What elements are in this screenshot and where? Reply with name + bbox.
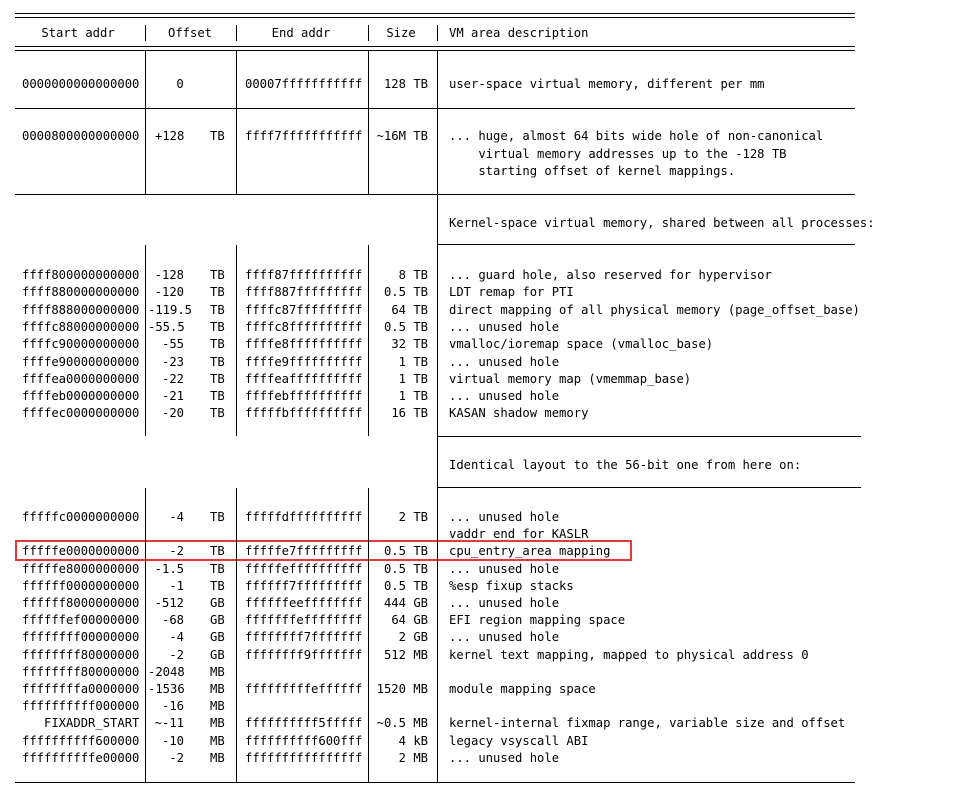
header-separator bbox=[437, 25, 438, 41]
start-addr: ffffff0000000000 bbox=[22, 578, 140, 593]
offset-value: -128 bbox=[154, 268, 184, 282]
area-desc: vmalloc/ioremap space (vmalloc_base) bbox=[449, 337, 714, 352]
bottom-rule bbox=[15, 782, 855, 783]
offset-value: -1.5 bbox=[154, 561, 184, 576]
area-desc: ... unused hole bbox=[449, 389, 560, 404]
start-addr: fffffc0000000000 bbox=[22, 510, 140, 524]
hole-desc: virtual memory addresses up to the -128 TB bbox=[449, 147, 787, 161]
offset-unit: TB bbox=[210, 371, 225, 386]
end-addr: ffffe8ffffffffff bbox=[245, 337, 363, 352]
offset-unit: GB bbox=[210, 613, 225, 628]
column-separator bbox=[368, 488, 369, 782]
header-separator bbox=[368, 25, 369, 41]
column-separator bbox=[236, 488, 237, 782]
header-end: End addr bbox=[271, 26, 331, 40]
size-value: 512 MB bbox=[383, 647, 428, 662]
offset-unit: MB bbox=[210, 682, 225, 696]
header-desc: VM area description bbox=[449, 26, 589, 40]
size-value: 16 TB bbox=[391, 406, 428, 421]
start-addr: ffffff8000000000 bbox=[22, 596, 140, 610]
offset-unit: TB bbox=[210, 337, 225, 352]
end-addr: ffffe9ffffffffff bbox=[245, 354, 363, 369]
offset-unit: GB bbox=[210, 647, 225, 662]
user-offset: 0 bbox=[176, 77, 184, 91]
offset-value: -119.5 bbox=[148, 302, 193, 317]
end-addr: fffffffeffffffff bbox=[245, 613, 363, 628]
row-rule bbox=[15, 108, 855, 109]
hole-start: 0000800000000000 bbox=[22, 129, 140, 143]
offset-value: -55.5 bbox=[148, 319, 185, 334]
size-value: 1520 MB bbox=[376, 682, 428, 696]
end-addr: ffffebffffffffff bbox=[245, 389, 363, 404]
column-separator bbox=[236, 109, 237, 194]
start-addr: ffffffffffe00000 bbox=[22, 750, 140, 765]
offset-value: -10 bbox=[161, 733, 184, 748]
offset-value: ~-11 bbox=[154, 716, 184, 731]
offset-unit: MB bbox=[210, 716, 225, 731]
hole-size: ~16M TB bbox=[376, 129, 428, 143]
size-value: 8 TB bbox=[398, 268, 428, 282]
size-value bbox=[372, 664, 428, 681]
kernel-heading: Kernel-space virtual memory, shared between all processes: bbox=[449, 216, 875, 230]
area-desc: ... unused hole bbox=[449, 319, 560, 334]
offset-unit: TB bbox=[210, 544, 225, 559]
end-addr: ffff887fffffffff bbox=[245, 285, 363, 300]
column-separator bbox=[236, 245, 237, 436]
hole-desc: ... huge, almost 64 bits wide hole of non-canonical bbox=[449, 129, 824, 143]
end-addr: fffffeffffffffff bbox=[245, 561, 363, 576]
end-addr: ffffffff7fffffff bbox=[245, 630, 363, 645]
start-addr: ffffc88000000000 bbox=[22, 319, 140, 334]
top-rule bbox=[15, 13, 855, 14]
offset-value: -2 bbox=[169, 544, 184, 559]
offset-value: -21 bbox=[161, 389, 184, 404]
end-addr: ffffeaffffffffff bbox=[245, 371, 363, 386]
size-value: 1 TB bbox=[398, 371, 428, 386]
offset-value: -4 bbox=[169, 510, 184, 524]
header-rule bbox=[15, 46, 855, 47]
size-value: 2 MB bbox=[398, 750, 428, 765]
start-addr: ffffffff80000000 bbox=[22, 647, 140, 662]
header-rule bbox=[15, 50, 855, 51]
user-size: 128 TB bbox=[383, 77, 428, 91]
offset-value: -1 bbox=[169, 578, 184, 593]
top-rule bbox=[15, 17, 855, 18]
area-desc: direct mapping of all physical memory (page_offset_base) bbox=[449, 302, 860, 317]
heading-separator bbox=[437, 195, 438, 245]
area-desc: ... unused hole bbox=[449, 354, 560, 369]
size-value: 0.5 TB bbox=[383, 578, 428, 593]
end-addr: fffffdffffffffff bbox=[245, 510, 363, 524]
area-desc: ... unused hole bbox=[449, 596, 560, 610]
offset-value: -2 bbox=[169, 647, 184, 662]
offset-unit: TB bbox=[210, 268, 225, 282]
start-addr: ffff880000000000 bbox=[22, 285, 140, 300]
start-addr: ffffffffa0000000 bbox=[22, 682, 140, 696]
highlight-box bbox=[15, 540, 632, 561]
offset-value: -68 bbox=[161, 613, 184, 628]
header-offset: Offset bbox=[167, 26, 213, 40]
start-addr: ffffffff80000000 bbox=[22, 664, 140, 679]
area-desc: ... unused hole bbox=[449, 561, 560, 576]
end-addr: ffffffeeffffffff bbox=[245, 596, 363, 610]
start-addr: ffffe90000000000 bbox=[22, 354, 140, 369]
identical-heading: Identical layout to the 56-bit one from here on: bbox=[449, 458, 802, 472]
size-value: ~0.5 MB bbox=[376, 716, 428, 731]
section-rule bbox=[437, 436, 861, 437]
hole-offset-unit: TB bbox=[210, 129, 225, 143]
start-addr: ffff800000000000 bbox=[22, 268, 140, 282]
column-separator bbox=[236, 51, 237, 108]
size-value: 1 TB bbox=[398, 389, 428, 404]
hole-desc: starting offset of kernel mappings. bbox=[449, 164, 736, 178]
size-value: 64 GB bbox=[391, 613, 428, 628]
size-value bbox=[372, 698, 428, 715]
column-separator bbox=[368, 245, 369, 436]
column-separator bbox=[145, 488, 146, 782]
column-separator bbox=[145, 51, 146, 108]
start-addr: ffffc90000000000 bbox=[22, 337, 140, 352]
offset-value: -2 bbox=[169, 750, 184, 765]
end-addr: ffffc87fffffffff bbox=[245, 302, 363, 317]
area-desc: KASAN shadow memory bbox=[449, 406, 589, 421]
end-addr: ffffffffff5fffff bbox=[245, 716, 363, 731]
end-addr: fffffffffeffffff bbox=[245, 682, 363, 696]
start-addr: fffffe0000000000 bbox=[22, 544, 140, 559]
area-desc: EFI region mapping space bbox=[449, 613, 626, 628]
end-addr: ffff87ffffffffff bbox=[245, 268, 363, 282]
size-value: 2 GB bbox=[398, 630, 428, 645]
start-addr: FIXADDR_START bbox=[22, 716, 140, 731]
area-desc: kernel text mapping, mapped to physical address 0 bbox=[449, 647, 809, 662]
header-separator bbox=[145, 25, 146, 41]
area-desc: legacy vsyscall ABI bbox=[449, 733, 589, 748]
offset-unit: TB bbox=[210, 285, 225, 300]
offset-unit: MB bbox=[210, 664, 225, 679]
start-addr: fffffe8000000000 bbox=[22, 561, 140, 576]
area-desc: LDT remap for PTI bbox=[449, 285, 574, 300]
end-addr: ffffffff9fffffff bbox=[245, 647, 363, 662]
offset-value: -20 bbox=[161, 406, 184, 421]
offset-unit: MB bbox=[210, 750, 225, 765]
section-rule bbox=[437, 487, 861, 488]
start-addr: ffffffffff600000 bbox=[22, 733, 140, 748]
area-desc: vaddr_end for KASLR bbox=[449, 527, 589, 542]
header-size: Size bbox=[386, 26, 416, 40]
column-separator bbox=[437, 488, 438, 782]
heading-separator bbox=[437, 437, 438, 487]
column-separator bbox=[437, 109, 438, 194]
offset-unit: TB bbox=[210, 319, 225, 334]
size-value: 0.5 TB bbox=[383, 285, 428, 300]
size-value: 0.5 TB bbox=[383, 319, 428, 334]
column-separator bbox=[145, 109, 146, 194]
end-addr: fffffe7fffffffff bbox=[245, 544, 363, 559]
area-desc: %esp fixup stacks bbox=[449, 578, 574, 593]
row-rule bbox=[15, 194, 855, 195]
offset-value: -4 bbox=[169, 630, 184, 645]
start-addr: ffffeb0000000000 bbox=[22, 389, 140, 404]
column-separator bbox=[437, 245, 438, 436]
end-addr: ffffff7fffffffff bbox=[245, 578, 363, 593]
area-desc: kernel-internal fixmap range, variable size and offset bbox=[449, 716, 846, 731]
header-start: Start addr bbox=[41, 26, 115, 40]
size-value: 444 GB bbox=[383, 596, 428, 610]
size-value: 1 TB bbox=[398, 354, 428, 369]
user-end: 00007fffffffffff bbox=[245, 77, 363, 91]
size-value: 0.5 TB bbox=[383, 561, 428, 576]
size-value: 0.5 TB bbox=[383, 544, 428, 559]
size-value: 64 TB bbox=[391, 302, 428, 317]
column-separator bbox=[437, 51, 438, 108]
offset-value: -23 bbox=[161, 354, 184, 369]
hole-offset: +128 bbox=[155, 129, 185, 143]
offset-value: -120 bbox=[154, 285, 184, 300]
column-separator bbox=[368, 51, 369, 108]
start-addr: ffffffef00000000 bbox=[22, 613, 140, 628]
size-value: 4 kB bbox=[398, 733, 428, 748]
area-desc: module mapping space bbox=[449, 682, 596, 696]
end-addr: ffffc8ffffffffff bbox=[245, 319, 363, 334]
offset-unit: MB bbox=[210, 733, 225, 748]
start-addr: ffffea0000000000 bbox=[22, 371, 140, 386]
area-desc: ... guard hole, also reserved for hypervisor bbox=[449, 268, 772, 282]
size-value: 32 TB bbox=[391, 337, 428, 352]
start-addr: ffff888000000000 bbox=[22, 302, 140, 317]
hole-end: ffff7fffffffffff bbox=[245, 129, 363, 143]
offset-value: -22 bbox=[161, 371, 184, 386]
offset-unit: TB bbox=[210, 561, 225, 576]
offset-unit: GB bbox=[210, 596, 225, 610]
offset-unit: TB bbox=[210, 302, 225, 317]
offset-value: -55 bbox=[161, 337, 184, 352]
offset-unit: TB bbox=[210, 510, 225, 524]
end-addr: ffffffffff600fff bbox=[245, 733, 363, 748]
offset-unit: GB bbox=[210, 630, 225, 645]
header-separator bbox=[236, 25, 237, 41]
offset-value: -16 bbox=[161, 699, 184, 714]
start-addr: ffffffff00000000 bbox=[22, 630, 140, 645]
offset-value: -512 bbox=[154, 596, 184, 610]
area-desc: ... unused hole bbox=[449, 510, 560, 524]
size-value: 2 TB bbox=[398, 510, 428, 524]
area-desc: cpu_entry_area mapping bbox=[449, 544, 611, 559]
area-desc: ... unused hole bbox=[449, 630, 560, 645]
offset-unit: TB bbox=[210, 406, 225, 421]
area-desc: virtual memory map (vmemmap_base) bbox=[449, 371, 692, 386]
end-addr: ffffffffffffffff bbox=[245, 750, 363, 765]
start-addr: ffffec0000000000 bbox=[22, 406, 140, 421]
offset-value: -2048 bbox=[148, 664, 185, 679]
start-addr: ffffffffff000000 bbox=[22, 699, 140, 714]
offset-value: -1536 bbox=[148, 682, 185, 696]
offset-unit: TB bbox=[210, 389, 225, 404]
user-start: 0000000000000000 bbox=[22, 77, 140, 91]
section-rule bbox=[437, 244, 855, 245]
offset-unit: MB bbox=[210, 699, 225, 714]
end-addr: fffffbffffffffff bbox=[245, 406, 363, 421]
column-separator bbox=[368, 109, 369, 194]
column-separator bbox=[145, 245, 146, 436]
offset-unit: TB bbox=[210, 354, 225, 369]
area-desc: ... unused hole bbox=[449, 750, 560, 765]
user-desc: user-space virtual memory, different per mm bbox=[449, 77, 765, 91]
offset-unit: TB bbox=[210, 578, 225, 593]
